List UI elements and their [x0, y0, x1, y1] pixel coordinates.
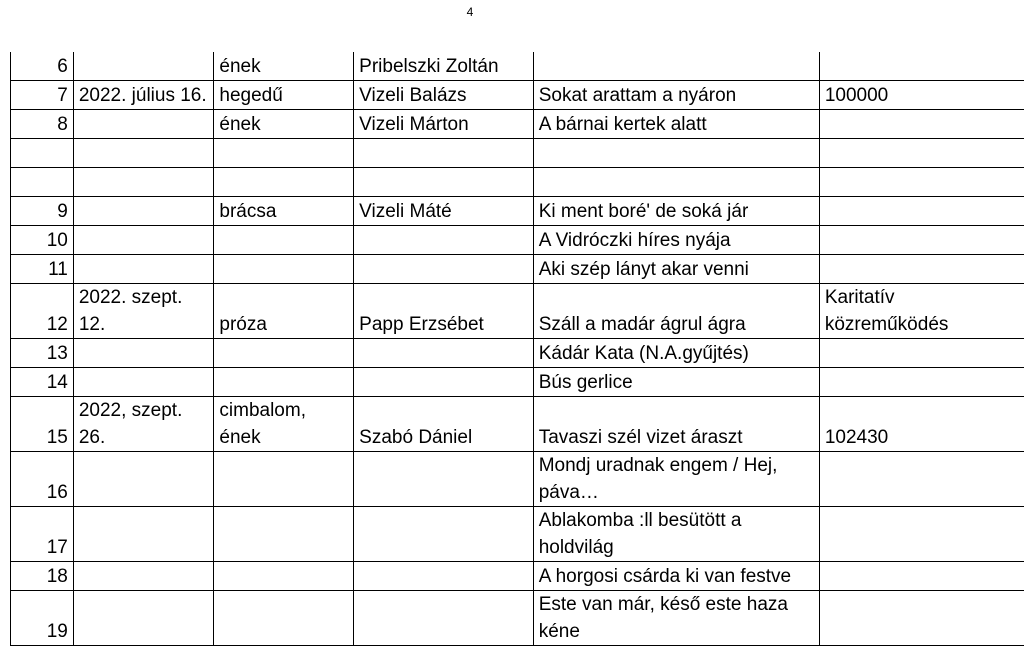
table-row — [11, 81, 1024, 110]
amount-cell — [819, 339, 1024, 368]
song-title-cell: Bús gerlice — [533, 368, 819, 397]
performer-cell — [354, 139, 534, 168]
table-row — [11, 110, 1024, 139]
song-title-cell: Kádár Kata (N.A.gyűjtés) — [533, 339, 819, 368]
table-row — [11, 507, 1024, 562]
instrument-cell — [214, 368, 354, 397]
performance-table — [10, 52, 1024, 646]
performer-cell — [354, 452, 534, 507]
table-row — [11, 226, 1024, 255]
row-number-cell: 18 — [11, 562, 74, 591]
date-cell — [73, 226, 214, 255]
instrument-cell — [214, 507, 354, 562]
instrument-cell: ének — [214, 52, 354, 81]
song-title-cell: Aki szép lányt akar venni — [533, 255, 819, 284]
song-title-cell: Száll a madár ágrul ágra — [533, 284, 819, 339]
amount-cell — [819, 226, 1024, 255]
song-title-cell: Ki ment boré' de soká jár — [533, 197, 819, 226]
instrument-cell — [214, 452, 354, 507]
performer-cell: Szabó Dániel — [354, 397, 534, 452]
row-number-cell: 19 — [11, 591, 74, 646]
amount-cell — [819, 507, 1024, 562]
performer-cell — [354, 255, 534, 284]
date-cell: 2022. július 16. — [73, 81, 214, 110]
date-cell — [73, 197, 214, 226]
song-title-cell — [533, 52, 819, 81]
row-number-cell: 15 — [11, 397, 74, 452]
performer-cell: Vizeli Balázs — [354, 81, 534, 110]
amount-cell — [819, 562, 1024, 591]
table-row — [11, 339, 1024, 368]
performer-cell — [354, 591, 534, 646]
performer-cell — [354, 368, 534, 397]
row-number-cell: 12 — [11, 284, 74, 339]
table-row — [11, 562, 1024, 591]
date-cell — [73, 139, 214, 168]
date-cell — [73, 368, 214, 397]
date-cell — [73, 452, 214, 507]
date-cell — [73, 339, 214, 368]
row-number-cell: 9 — [11, 197, 74, 226]
performer-cell — [354, 168, 534, 197]
row-number-cell: 14 — [11, 368, 74, 397]
table-row — [11, 139, 1024, 168]
song-title-cell: Mondj uradnak engem / Hej, páva… — [533, 452, 819, 507]
performer-cell: Vizeli Máté — [354, 197, 534, 226]
instrument-cell: hegedű — [214, 81, 354, 110]
row-number-cell: 11 — [11, 255, 74, 284]
date-cell — [73, 591, 214, 646]
row-number-cell: 8 — [11, 110, 74, 139]
date-cell — [73, 52, 214, 81]
instrument-cell: cimbalom, ének — [214, 397, 354, 452]
table-body — [11, 52, 1024, 646]
table-row — [11, 284, 1024, 339]
amount-cell: 102430 — [819, 397, 1024, 452]
performer-cell — [354, 507, 534, 562]
song-title-cell: Ablakomba :ll besütött a holdvilág — [533, 507, 819, 562]
amount-cell — [819, 197, 1024, 226]
song-title-cell — [533, 139, 819, 168]
amount-cell — [819, 452, 1024, 507]
performer-cell: Vizeli Márton — [354, 110, 534, 139]
date-cell — [73, 562, 214, 591]
song-title-cell: A bárnai kertek alatt — [533, 110, 819, 139]
performer-cell — [354, 562, 534, 591]
table-row — [11, 255, 1024, 284]
date-cell: 2022. szept. 12. — [73, 284, 214, 339]
instrument-cell — [214, 255, 354, 284]
row-number-cell: 17 — [11, 507, 74, 562]
row-number-cell: 10 — [11, 226, 74, 255]
amount-cell — [819, 255, 1024, 284]
instrument-cell — [214, 591, 354, 646]
instrument-cell: próza — [214, 284, 354, 339]
instrument-cell: ének — [214, 110, 354, 139]
date-cell — [73, 507, 214, 562]
performer-cell: Pribelszki Zoltán — [354, 52, 534, 81]
row-number-cell: 16 — [11, 452, 74, 507]
amount-cell — [819, 591, 1024, 646]
amount-cell: Karitatív közreműködés — [819, 284, 1024, 339]
song-title-cell — [533, 168, 819, 197]
amount-cell: 100000 — [819, 81, 1024, 110]
instrument-cell: brácsa — [214, 197, 354, 226]
song-title-cell: A horgosi csárda ki van festve — [533, 562, 819, 591]
table-row — [11, 197, 1024, 226]
date-cell — [73, 255, 214, 284]
table-row — [11, 397, 1024, 452]
song-title-cell: Tavaszi szél vizet áraszt — [533, 397, 819, 452]
date-cell: 2022, szept. 26. — [73, 397, 214, 452]
song-title-cell: Este van már, késő este haza kéne — [533, 591, 819, 646]
row-number-cell: 7 — [11, 81, 74, 110]
page-number: 4 — [0, 5, 940, 19]
amount-cell — [819, 52, 1024, 81]
amount-cell — [819, 110, 1024, 139]
performer-cell: Papp Erzsébet — [354, 284, 534, 339]
performer-cell — [354, 226, 534, 255]
table-row — [11, 52, 1024, 81]
row-number-cell: 6 — [11, 52, 74, 81]
amount-cell — [819, 368, 1024, 397]
row-number-cell — [11, 139, 74, 168]
song-title-cell: A Vidróczki híres nyája — [533, 226, 819, 255]
row-number-cell: 13 — [11, 339, 74, 368]
table-row — [11, 168, 1024, 197]
table-row — [11, 591, 1024, 646]
amount-cell — [819, 139, 1024, 168]
date-cell — [73, 110, 214, 139]
instrument-cell — [214, 562, 354, 591]
row-number-cell — [11, 168, 74, 197]
instrument-cell — [214, 226, 354, 255]
table-row — [11, 452, 1024, 507]
performer-cell — [354, 339, 534, 368]
instrument-cell — [214, 139, 354, 168]
table-row — [11, 368, 1024, 397]
instrument-cell — [214, 339, 354, 368]
date-cell — [73, 168, 214, 197]
song-title-cell: Sokat arattam a nyáron — [533, 81, 819, 110]
amount-cell — [819, 168, 1024, 197]
instrument-cell — [214, 168, 354, 197]
